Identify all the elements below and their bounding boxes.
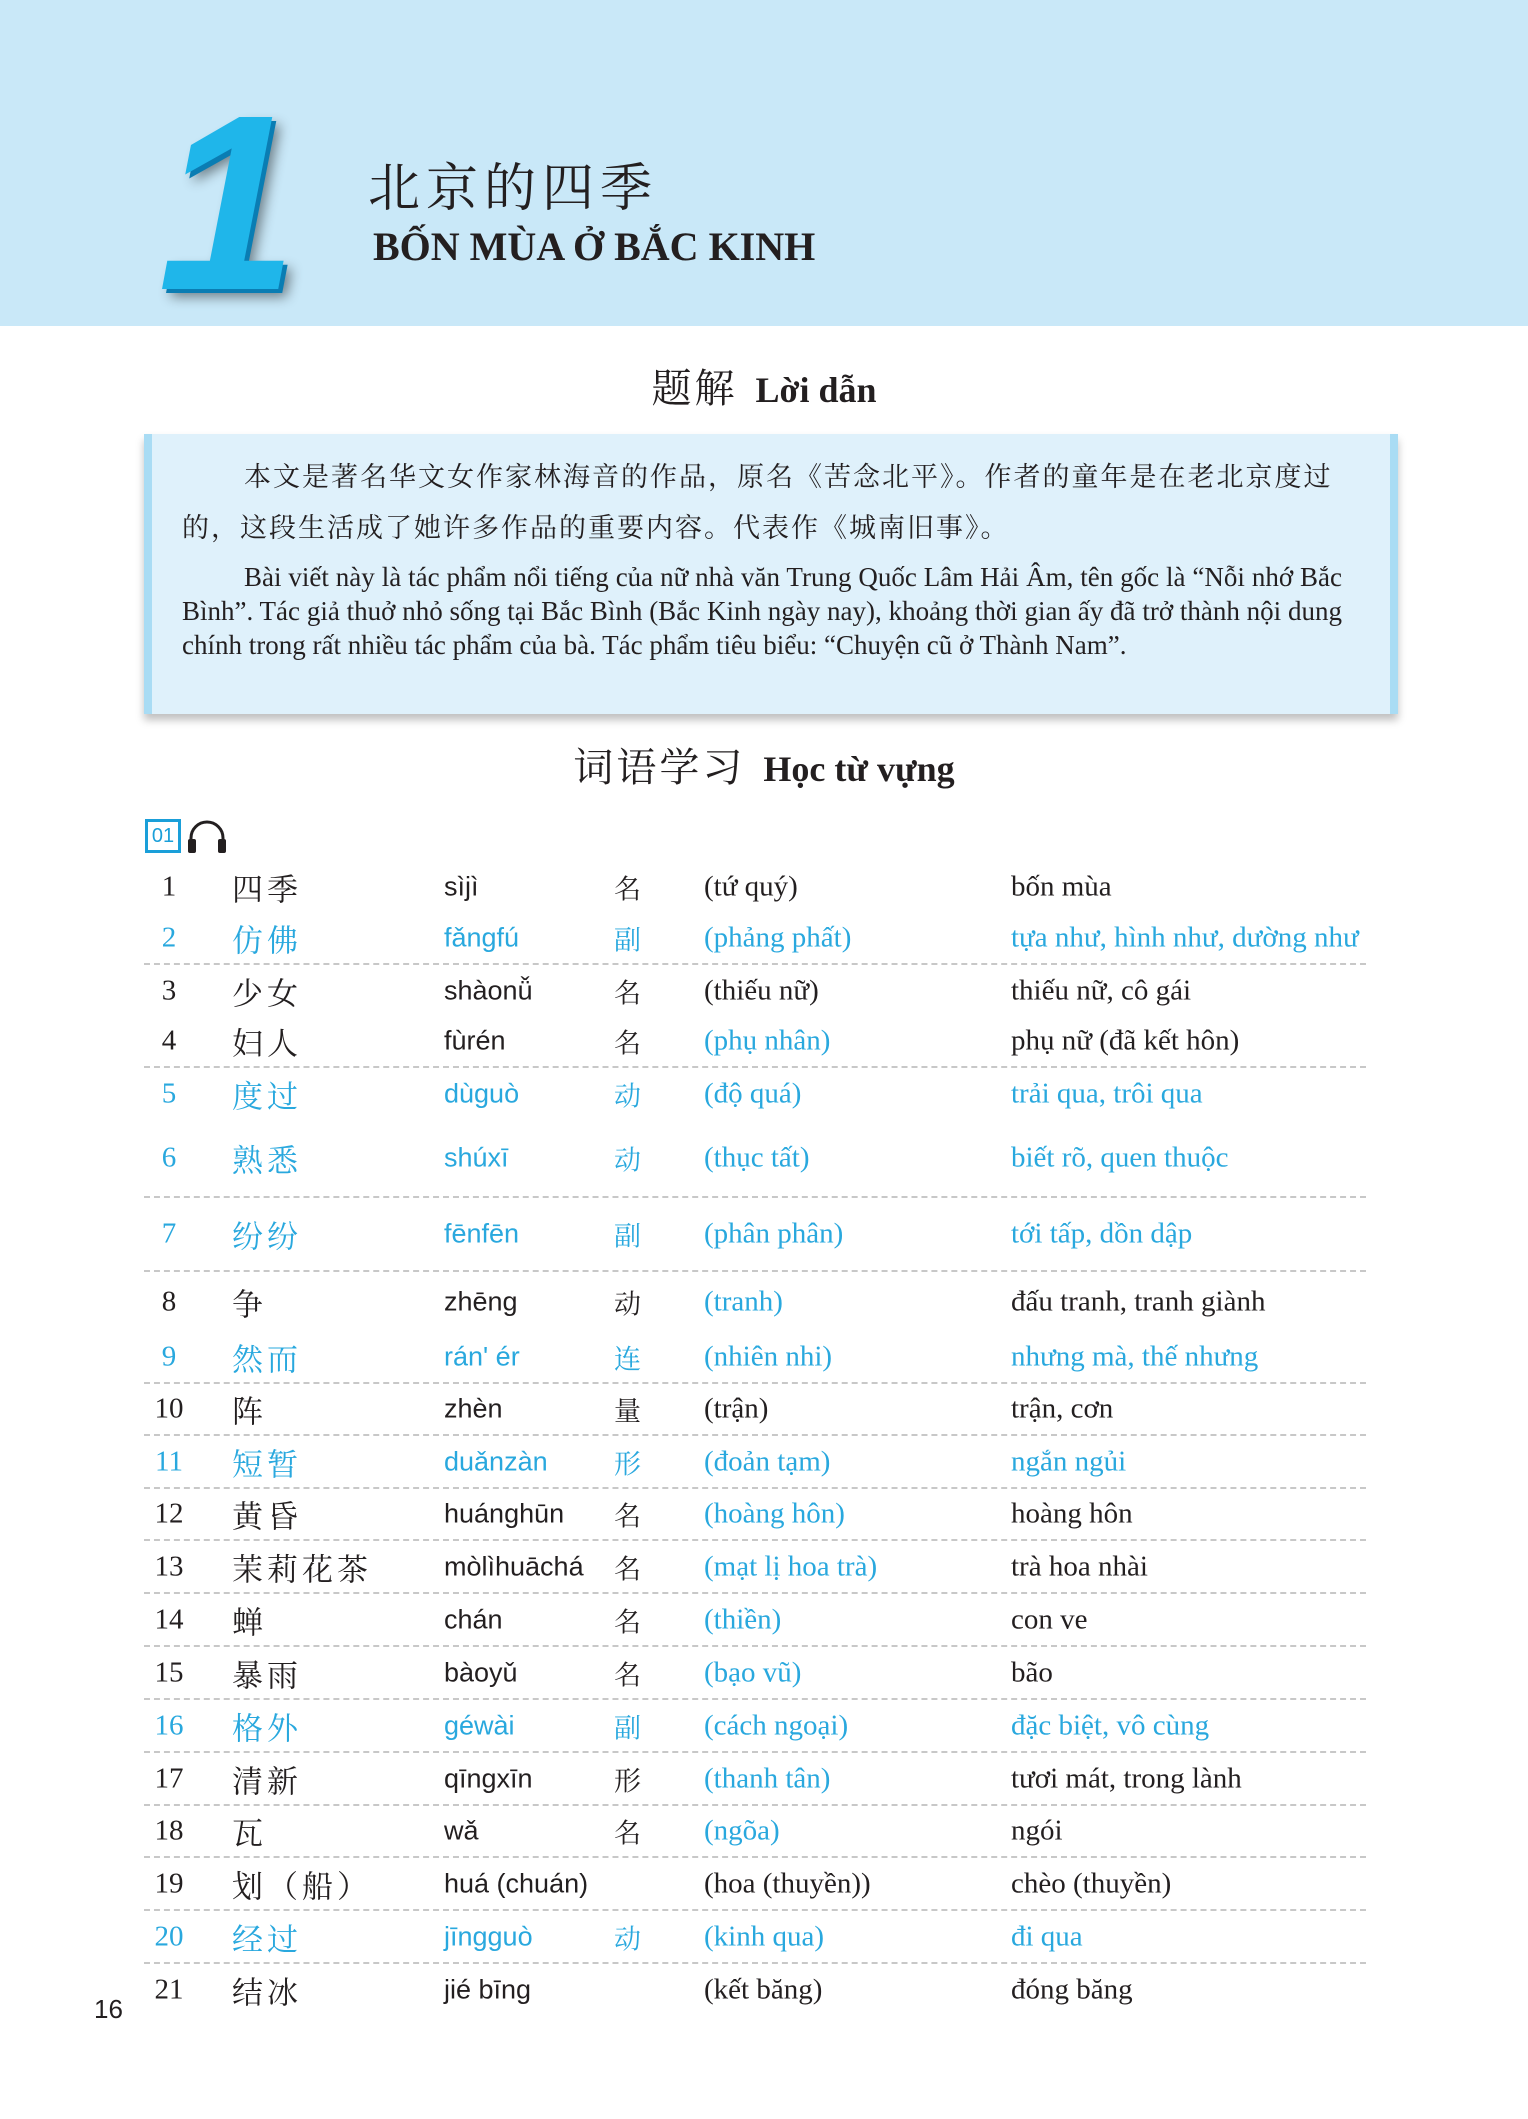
vocab-row — [144, 1700, 1366, 1753]
vocab-chinese: 划（船） — [232, 1869, 372, 1905]
headphones-icon[interactable] — [185, 819, 229, 855]
vocab-pinyin: fēnfēn — [444, 1218, 520, 1249]
vocab-row — [144, 1541, 1366, 1594]
vocab-part-of-speech: 量 — [614, 1396, 641, 1428]
vocab-chinese: 仿佛 — [232, 923, 302, 959]
vocab-hanviet: (thiếu nữ) — [704, 974, 819, 1006]
vocab-row — [144, 1911, 1366, 1964]
vocab-hanviet: (đoản tạm) — [704, 1445, 831, 1477]
vocab-number: 16 — [154, 1709, 184, 1741]
vocab-number: 11 — [155, 1445, 183, 1477]
vocab-part-of-speech: 名 — [614, 874, 641, 906]
vocab-chinese: 结冰 — [232, 1975, 302, 2011]
vocab-table — [144, 862, 1366, 2015]
vocab-pinyin: wǎ — [444, 1815, 479, 1846]
lesson-title-chinese: 北京的四季 — [368, 159, 659, 219]
vocab-hanviet: (cách ngoại) — [704, 1709, 849, 1741]
vocab-part-of-speech: 形 — [614, 1449, 641, 1480]
vocab-row — [144, 1272, 1366, 1332]
vocab-part-of-speech: 名 — [614, 1660, 641, 1691]
vocab-number: 10 — [154, 1392, 184, 1425]
vocab-meaning: trải qua, trôi qua — [1011, 1077, 1203, 1109]
vocab-chinese: 熟悉 — [232, 1143, 302, 1179]
vocab-number: 1 — [161, 870, 177, 903]
vocab-part-of-speech: 名 — [614, 1501, 641, 1533]
vocab-number: 17 — [154, 1762, 184, 1794]
vocab-number: 20 — [154, 1920, 184, 1952]
vocab-pinyin: zhèn — [444, 1393, 503, 1424]
intro-paragraph-vietnamese: Bài viết này là tác phẩm nổi tiếng của nữ nhà văn Trung Quốc Lâm Hải Âm, tên gốc là “Nỗi nhớ Bắc Bình”. Tác giả thuở nhỏ sống tại Bắc Bình (Bắc Kinh ngày nay), khoảng thời gian ấy đã trở thành nội dung chính trong rất nhiều tác phẩm của bà. Tác phẩm tiêu biểu: “Chuyện cũ ở Thành Nam”. — [182, 562, 1342, 660]
intro-heading — [0, 366, 1528, 412]
vocab-hanviet: (phân phân) — [704, 1217, 844, 1250]
vocab-row — [144, 1489, 1366, 1541]
vocab-number: 18 — [154, 1814, 184, 1847]
vocab-pinyin: jīngguò — [444, 1921, 533, 1951]
vocab-row — [144, 1594, 1366, 1647]
vocab-number: 2 — [161, 921, 177, 953]
vocab-hanviet: (nhiên nhi) — [704, 1340, 833, 1373]
vocab-row — [144, 862, 1366, 912]
vocab-row — [144, 1198, 1366, 1272]
vocab-pinyin: fùrén — [444, 1025, 506, 1056]
vocab-part-of-speech: 连 — [614, 1344, 641, 1376]
vocab-part-of-speech: 名 — [614, 1607, 641, 1638]
vocab-number: 21 — [154, 1973, 184, 2005]
lesson-title-vietnamese: BỐN MÙA Ở BẮC KINH — [373, 224, 816, 269]
vocab-pinyin: bàoyǔ — [444, 1657, 518, 1687]
vocab-meaning: tới tấp, dồn dập — [1011, 1217, 1193, 1250]
vocab-heading-chinese: 词语学习 — [573, 745, 746, 791]
vocab-chinese: 蝉 — [232, 1605, 267, 1641]
vocab-hanviet: (phảng phất) — [704, 921, 852, 953]
vocab-chinese: 短暂 — [232, 1447, 302, 1483]
vocab-number: 5 — [161, 1077, 177, 1109]
vocab-row — [144, 1119, 1366, 1198]
vocab-hanviet: (tứ quý) — [704, 870, 798, 903]
vocab-hanviet: (ngõa) — [704, 1814, 780, 1847]
vocab-chinese: 清新 — [232, 1764, 302, 1800]
vocab-hanviet: (độ quá) — [704, 1077, 802, 1109]
vocab-hanviet: (hoàng hôn) — [704, 1497, 845, 1530]
vocab-part-of-speech: 副 — [614, 1713, 641, 1744]
vocab-part-of-speech: 名 — [614, 1818, 641, 1850]
vocab-chinese: 黄昏 — [232, 1499, 302, 1536]
vocab-chinese: 争 — [232, 1287, 267, 1324]
vocab-meaning: bốn mùa — [1011, 870, 1112, 903]
vocab-number: 7 — [161, 1217, 177, 1250]
vocab-chinese: 少女 — [232, 976, 302, 1012]
vocab-pinyin: chán — [444, 1604, 503, 1634]
vocab-pinyin: duǎnzàn — [444, 1446, 548, 1476]
vocab-chinese: 暴雨 — [232, 1658, 302, 1694]
vocab-part-of-speech: 副 — [614, 925, 641, 956]
vocab-part-of-speech: 动 — [614, 1924, 641, 1955]
vocab-meaning: hoàng hôn — [1011, 1497, 1133, 1530]
vocab-pinyin: mòlìhuāchá — [444, 1551, 584, 1581]
vocab-row — [144, 1806, 1366, 1858]
vocab-hanviet: (mạt lị hoa trà) — [704, 1550, 878, 1582]
vocab-meaning: ngói — [1011, 1814, 1063, 1847]
vocab-meaning: phụ nữ (đã kết hôn) — [1011, 1024, 1240, 1057]
vocab-meaning: bão — [1011, 1656, 1053, 1688]
intro-heading-chinese: 题解 — [651, 366, 738, 412]
vocab-meaning: trà hoa nhài — [1011, 1550, 1148, 1582]
vocab-row — [144, 912, 1366, 965]
vocab-pinyin: zhēng — [444, 1286, 518, 1317]
vocab-number: 13 — [154, 1550, 184, 1582]
vocab-number: 15 — [154, 1656, 184, 1688]
intro-paragraph-chinese: 本文是著名华文女作家林海音的作品，原名《苦念北平》。作者的童年是在老北京度过的，这段生活成了她许多作品的重要内容。代表作《城南旧事》。 — [182, 462, 1333, 544]
vocab-chinese: 然而 — [232, 1342, 302, 1379]
vocab-meaning: đóng băng — [1011, 1973, 1133, 2005]
vocab-chinese: 阵 — [232, 1394, 267, 1431]
vocab-meaning: ngắn ngủi — [1011, 1445, 1127, 1477]
vocab-row — [144, 965, 1366, 1016]
vocab-pinyin: dùguò — [444, 1078, 520, 1108]
vocab-pinyin: jié bīng — [444, 1974, 532, 2004]
vocab-row — [144, 1436, 1366, 1489]
chapter-number: 1 — [158, 63, 288, 342]
vocab-chinese: 妇人 — [232, 1026, 302, 1063]
vocab-row — [144, 1016, 1366, 1068]
vocab-chinese: 经过 — [232, 1922, 302, 1958]
vocab-chinese: 四季 — [232, 872, 302, 909]
vocab-pinyin: sìjì — [444, 871, 479, 902]
intro-heading-vietnamese: Lời dẫn — [755, 370, 877, 410]
vocab-chinese: 格外 — [232, 1711, 302, 1747]
vocab-chinese: 茉莉花茶 — [232, 1552, 372, 1588]
vocab-hanviet: (hoa (thuyền)) — [704, 1867, 871, 1899]
vocab-heading-vietnamese: Học từ vựng — [763, 749, 955, 789]
vocab-hanviet: (phụ nhân) — [704, 1024, 831, 1057]
vocab-hanviet: (thanh tân) — [704, 1762, 831, 1794]
audio-track-number[interactable]: 01 — [145, 819, 181, 853]
vocab-pinyin: shàonǚ — [444, 975, 533, 1005]
vocab-number: 19 — [154, 1867, 184, 1899]
vocab-part-of-speech: 动 — [614, 1081, 641, 1112]
vocab-hanviet: (tranh) — [704, 1285, 783, 1318]
vocab-pinyin: huánghūn — [444, 1498, 565, 1529]
vocab-meaning: nhưng mà, thế nhưng — [1011, 1340, 1259, 1373]
vocab-heading — [0, 745, 1528, 791]
vocab-meaning: chèo (thuyền) — [1011, 1867, 1172, 1899]
vocab-hanviet: (thục tất) — [704, 1141, 810, 1173]
vocab-chinese: 度过 — [232, 1079, 302, 1115]
vocab-row — [144, 1332, 1366, 1384]
vocab-row — [144, 1753, 1366, 1806]
vocab-hanviet: (kinh qua) — [704, 1920, 824, 1952]
vocab-row — [144, 1068, 1366, 1119]
vocab-part-of-speech: 名 — [614, 1028, 641, 1060]
vocab-pinyin: géwài — [444, 1710, 515, 1740]
vocab-part-of-speech: 副 — [614, 1221, 641, 1253]
vocab-part-of-speech: 动 — [614, 1145, 641, 1176]
vocab-row — [144, 1964, 1366, 2015]
vocab-hanviet: (bạo vũ) — [704, 1656, 802, 1688]
vocab-hanviet: (kết băng) — [704, 1973, 823, 2005]
vocab-meaning: thiếu nữ, cô gái — [1011, 974, 1192, 1006]
vocab-meaning: con ve — [1011, 1603, 1088, 1635]
vocab-row — [144, 1858, 1366, 1911]
vocab-part-of-speech: 名 — [614, 1554, 641, 1585]
vocab-hanviet: (trận) — [704, 1392, 769, 1425]
vocab-pinyin: fǎngfú — [444, 922, 520, 952]
vocab-meaning: tươi mát, trong lành — [1011, 1762, 1242, 1794]
vocab-pinyin: rán' ér — [444, 1341, 520, 1372]
vocab-chinese: 纷纷 — [232, 1219, 302, 1256]
vocab-number: 4 — [161, 1024, 177, 1057]
vocab-meaning: đi qua — [1011, 1920, 1083, 1952]
vocab-number: 12 — [154, 1497, 184, 1530]
vocab-meaning: trận, cơn — [1011, 1392, 1114, 1425]
vocab-number: 6 — [161, 1141, 177, 1173]
vocab-row — [144, 1647, 1366, 1700]
vocab-row — [144, 1384, 1366, 1436]
vocab-meaning: đặc biệt, vô cùng — [1011, 1709, 1210, 1741]
vocab-meaning: biết rõ, quen thuộc — [1011, 1141, 1229, 1173]
vocab-meaning: đấu tranh, tranh giành — [1011, 1285, 1266, 1318]
vocab-hanviet: (thiền) — [704, 1603, 782, 1635]
vocab-part-of-speech: 动 — [614, 1289, 641, 1321]
vocab-part-of-speech: 形 — [614, 1766, 641, 1797]
vocab-pinyin: shúxī — [444, 1142, 509, 1172]
vocab-number: 14 — [154, 1603, 184, 1635]
vocab-pinyin: qīngxīn — [444, 1763, 533, 1793]
page-number: 16 — [94, 1994, 123, 2024]
vocab-chinese: 瓦 — [232, 1816, 267, 1853]
vocab-part-of-speech: 名 — [614, 978, 641, 1009]
vocab-meaning: tựa như, hình như, dường như — [1011, 921, 1359, 953]
intro-box — [144, 434, 1398, 714]
vocab-number: 3 — [161, 974, 177, 1006]
vocab-number: 9 — [161, 1340, 177, 1373]
vocab-pinyin: huá (chuán) — [444, 1868, 589, 1898]
vocab-number: 8 — [161, 1285, 177, 1318]
